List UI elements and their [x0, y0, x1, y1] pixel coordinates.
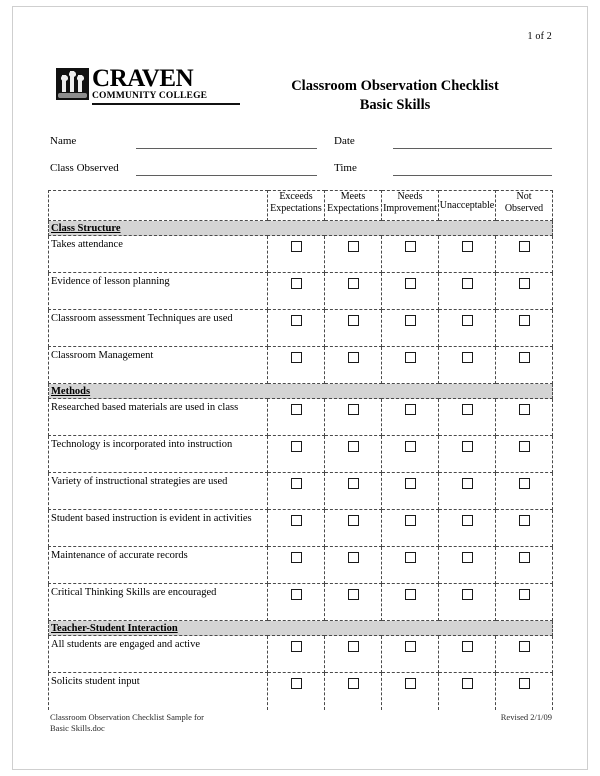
table-row — [49, 436, 553, 473]
rating-cell[interactable] — [268, 399, 325, 436]
checkbox[interactable] — [348, 315, 359, 326]
rating-cell[interactable] — [325, 436, 382, 473]
rating-cell[interactable] — [325, 473, 382, 510]
logo-wordmark — [92, 66, 244, 105]
rating-cell[interactable] — [496, 584, 553, 621]
observation-checklist-table — [48, 190, 553, 710]
criterion-label: Technology is incorporated into instruction — [49, 436, 268, 473]
rating-cell[interactable] — [382, 510, 439, 547]
footer-file-name — [50, 712, 350, 734]
rating-cell[interactable] — [268, 236, 325, 273]
craven-logo — [56, 66, 246, 108]
checkbox[interactable] — [519, 589, 530, 600]
rating-cell[interactable] — [268, 436, 325, 473]
criterion-label: Takes attendance — [49, 236, 268, 273]
checkbox[interactable] — [405, 552, 416, 563]
section-header-cell — [49, 384, 553, 399]
form-fields — [48, 133, 552, 187]
rating-cell[interactable] — [439, 347, 496, 384]
rating-cell[interactable] — [325, 510, 382, 547]
table-row — [49, 310, 553, 347]
checkbox[interactable] — [519, 515, 530, 526]
checkbox[interactable] — [405, 352, 416, 363]
checkbox[interactable] — [405, 315, 416, 326]
footer-revision: Revised 2/1/09 — [500, 712, 552, 722]
checkbox[interactable] — [291, 404, 302, 415]
checkbox[interactable] — [462, 515, 473, 526]
page-title-line1: Classroom Observation Checklist — [291, 78, 499, 94]
rating-cell[interactable] — [325, 547, 382, 584]
checkbox[interactable] — [348, 441, 359, 452]
table-row — [49, 473, 553, 510]
rating-cell[interactable] — [382, 236, 439, 273]
checkbox[interactable] — [348, 589, 359, 600]
rating-cell[interactable] — [439, 310, 496, 347]
criterion-label: Maintenance of accurate records — [49, 547, 268, 584]
rating-cell[interactable] — [382, 273, 439, 310]
col-head-line1: Unacceptable — [439, 200, 495, 211]
torches-mark-icon — [56, 68, 89, 100]
col-head-line2: Improvement — [383, 203, 437, 214]
table-row — [49, 236, 553, 273]
rating-cell[interactable] — [325, 584, 382, 621]
table-header — [49, 191, 553, 221]
criterion-label: Variety of instructional strategies are used — [49, 473, 268, 510]
checkbox[interactable] — [519, 315, 530, 326]
rating-cell[interactable] — [439, 584, 496, 621]
checkbox[interactable] — [405, 641, 416, 652]
checkbox[interactable] — [519, 678, 530, 689]
table-row — [49, 673, 553, 710]
table-row — [49, 347, 553, 384]
table-section-header-row — [49, 384, 553, 399]
rating-cell[interactable] — [439, 636, 496, 673]
checkbox[interactable] — [291, 315, 302, 326]
column-header-exceeds-expectations — [268, 191, 325, 221]
page-title — [238, 77, 552, 115]
rating-cell[interactable] — [325, 673, 382, 710]
section-header-cell — [49, 621, 553, 636]
checkbox[interactable] — [462, 678, 473, 689]
table-row — [49, 636, 553, 673]
footer-line1: Classroom Observation Checklist Sample for — [50, 712, 204, 722]
rating-cell[interactable] — [382, 584, 439, 621]
date-input[interactable] — [393, 148, 552, 149]
checkbox[interactable] — [291, 241, 302, 252]
rating-cell[interactable] — [496, 273, 553, 310]
rating-cell[interactable] — [439, 510, 496, 547]
checkbox[interactable] — [519, 352, 530, 363]
checkbox[interactable] — [519, 552, 530, 563]
page-content — [48, 0, 552, 776]
rating-cell[interactable] — [325, 347, 382, 384]
logo-subtitle: COMMUNITY COLLEGE — [92, 91, 240, 105]
name-input[interactable] — [136, 148, 317, 149]
rating-cell[interactable] — [268, 310, 325, 347]
table-row — [49, 584, 553, 621]
checkbox[interactable] — [519, 241, 530, 252]
rating-cell[interactable] — [325, 273, 382, 310]
column-header-item — [49, 191, 268, 221]
criterion-label: Student based instruction is evident in activities — [49, 510, 268, 547]
rating-cell[interactable] — [496, 473, 553, 510]
class-observed-label: Class Observed — [50, 162, 119, 174]
checkbox[interactable] — [405, 515, 416, 526]
checkbox[interactable] — [291, 441, 302, 452]
rating-cell[interactable] — [496, 673, 553, 710]
criterion-label: Classroom assessment Techniques are used — [49, 310, 268, 347]
rating-cell[interactable] — [268, 473, 325, 510]
checkbox[interactable] — [462, 352, 473, 363]
table-section-header-row — [49, 621, 553, 636]
checkbox[interactable] — [405, 278, 416, 289]
checkbox[interactable] — [348, 552, 359, 563]
rating-cell[interactable] — [496, 347, 553, 384]
column-header-needs-improvement — [382, 191, 439, 221]
checkbox[interactable] — [519, 278, 530, 289]
logo-name: CRAVEN — [92, 65, 194, 92]
section-title: Teacher-Student Interaction — [51, 623, 178, 634]
column-header-unacceptable — [439, 191, 496, 221]
col-head-line2: Expectations — [327, 203, 379, 214]
name-label: Name — [50, 135, 77, 147]
checkbox[interactable] — [291, 552, 302, 563]
rating-cell[interactable] — [382, 399, 439, 436]
rating-cell[interactable] — [382, 347, 439, 384]
field-row-class-time — [48, 160, 552, 187]
table-row — [49, 273, 553, 310]
checkbox[interactable] — [462, 641, 473, 652]
col-head-line1: Meets — [340, 191, 366, 202]
rating-cell[interactable] — [268, 636, 325, 673]
table-row — [49, 547, 553, 584]
rating-cell[interactable] — [439, 547, 496, 584]
checkbox[interactable] — [405, 589, 416, 600]
rating-cell[interactable] — [382, 547, 439, 584]
rating-cell[interactable] — [496, 310, 553, 347]
rating-cell[interactable] — [439, 273, 496, 310]
time-label: Time — [334, 162, 357, 174]
rating-cell[interactable] — [325, 236, 382, 273]
section-title: Class Structure — [51, 223, 121, 234]
checkbox[interactable] — [519, 478, 530, 489]
rating-cell[interactable] — [325, 399, 382, 436]
date-label: Date — [334, 135, 355, 147]
checkbox[interactable] — [348, 404, 359, 415]
rating-cell[interactable] — [439, 436, 496, 473]
criterion-label: All students are engaged and active — [49, 636, 268, 673]
checkbox[interactable] — [348, 515, 359, 526]
checkbox[interactable] — [519, 441, 530, 452]
checkbox[interactable] — [405, 478, 416, 489]
checkbox[interactable] — [462, 589, 473, 600]
rating-cell[interactable] — [382, 473, 439, 510]
checkbox[interactable] — [462, 278, 473, 289]
rating-cell[interactable] — [496, 510, 553, 547]
col-head-line1: Needs — [397, 191, 423, 202]
section-title: Methods — [51, 386, 91, 397]
col-head-line2: Expectations — [270, 203, 322, 214]
rating-cell[interactable] — [382, 310, 439, 347]
table-header-row — [49, 191, 553, 221]
rating-cell[interactable] — [268, 547, 325, 584]
checkbox[interactable] — [291, 478, 302, 489]
rating-cell[interactable] — [382, 673, 439, 710]
checkbox[interactable] — [348, 278, 359, 289]
criterion-label: Solicits student input — [49, 673, 268, 710]
footer-line2: Basic Skills.doc — [50, 723, 105, 733]
checkbox[interactable] — [291, 678, 302, 689]
table-body — [49, 221, 553, 710]
rating-cell[interactable] — [268, 510, 325, 547]
table-row — [49, 399, 553, 436]
rating-cell[interactable] — [496, 236, 553, 273]
checkbox[interactable] — [462, 315, 473, 326]
column-header-meets-expectations — [325, 191, 382, 221]
checkbox[interactable] — [348, 478, 359, 489]
time-input[interactable] — [393, 175, 552, 176]
document-header — [48, 66, 552, 114]
rating-cell[interactable] — [382, 436, 439, 473]
rating-cell[interactable] — [325, 310, 382, 347]
class-observed-input[interactable] — [136, 175, 317, 176]
checkbox[interactable] — [462, 404, 473, 415]
checkbox[interactable] — [291, 278, 302, 289]
table-row — [49, 510, 553, 547]
col-head-line1: Exceeds — [279, 191, 313, 202]
rating-cell[interactable] — [496, 636, 553, 673]
rating-cell[interactable] — [268, 273, 325, 310]
rating-cell[interactable] — [439, 399, 496, 436]
checkbox[interactable] — [348, 352, 359, 363]
checkbox[interactable] — [519, 641, 530, 652]
criterion-label: Classroom Management — [49, 347, 268, 384]
checkbox[interactable] — [405, 404, 416, 415]
rating-cell[interactable] — [496, 436, 553, 473]
page-title-line2: Basic Skills — [359, 97, 431, 113]
checkbox[interactable] — [291, 352, 302, 363]
column-header-not-observed — [496, 191, 553, 221]
checkbox[interactable] — [462, 241, 473, 252]
checkbox[interactable] — [462, 441, 473, 452]
criterion-label: Researched based materials are used in class — [49, 399, 268, 436]
checkbox[interactable] — [405, 678, 416, 689]
checkbox[interactable] — [519, 404, 530, 415]
criterion-label: Critical Thinking Skills are encouraged — [49, 584, 268, 621]
checkbox[interactable] — [348, 641, 359, 652]
checkbox[interactable] — [462, 552, 473, 563]
rating-cell[interactable] — [439, 473, 496, 510]
checkbox[interactable] — [291, 515, 302, 526]
page-indicator: 1 of 2 — [527, 31, 552, 42]
table-section-header-row — [49, 221, 553, 236]
rating-cell[interactable] — [382, 636, 439, 673]
rating-cell[interactable] — [268, 673, 325, 710]
checkbox[interactable] — [462, 478, 473, 489]
criterion-label: Evidence of lesson planning — [49, 273, 268, 310]
col-head-line2: Observed — [504, 203, 544, 214]
rating-cell[interactable] — [268, 347, 325, 384]
rating-cell[interactable] — [439, 673, 496, 710]
rating-cell[interactable] — [496, 547, 553, 584]
rating-cell[interactable] — [325, 636, 382, 673]
col-head-line1: Not — [516, 191, 532, 202]
rating-cell[interactable] — [496, 399, 553, 436]
checkbox[interactable] — [291, 641, 302, 652]
rating-cell[interactable] — [268, 584, 325, 621]
rating-cell[interactable] — [439, 236, 496, 273]
field-row-name-date — [48, 133, 552, 160]
checkbox[interactable] — [348, 678, 359, 689]
checkbox[interactable] — [291, 589, 302, 600]
section-header-cell — [49, 221, 553, 236]
checkbox[interactable] — [405, 441, 416, 452]
checkbox[interactable] — [405, 241, 416, 252]
checkbox[interactable] — [348, 241, 359, 252]
